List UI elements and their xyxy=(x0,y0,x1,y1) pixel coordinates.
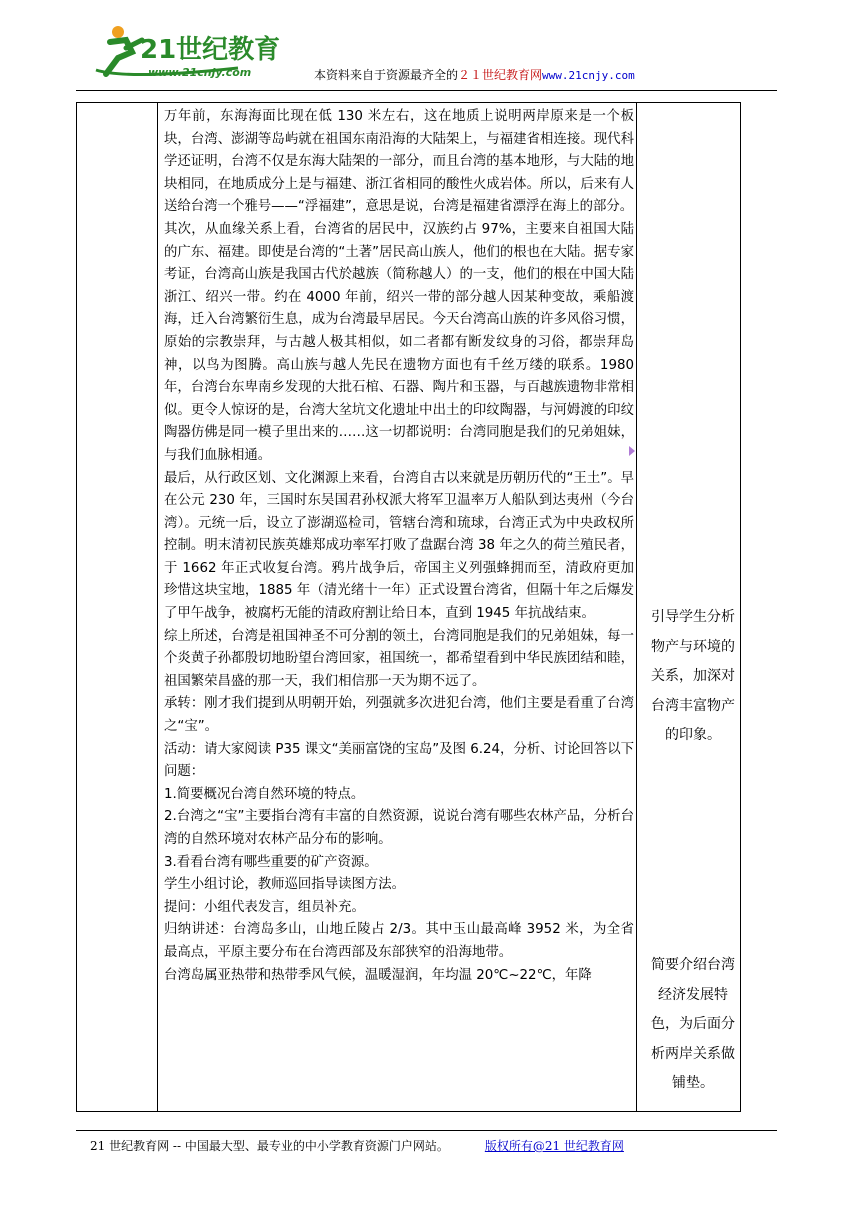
paragraph: 其次，从血缘关系上看，台湾省的居民中，汉族约占 97%，主要来自祖国大陆的广东、福建。即使是台湾的“土著”居民高山族人，他们的根也在大陆。据专家考证，台湾高山族是我国古代於越族（简称越人）的一支，他们的根在中国大陆浙江、绍兴一带。约在 4000 年前，绍兴一带的部分越人因某种变故，乘船渡海，迁入台湾繁衍生息，成为台湾最早居民。今天台湾高山族的许多风俗习惯，原始的宗教崇拜，与古越人极其相似，如二者都有断发纹身的习俗，都崇拜岛神，以鸟为图腾。高山族与越人先民在遗物方面也有千丝万缕的联系。1980 年，台湾台东卑南乡发现的大批石棺、石器、陶片和玉器，与百越族遗物非常相似。更令人惊讶的是，台湾大坌坑文化遗址中出土的印纹陶器，与河姆渡的印纹陶器仿佛是同一模子里出来的……这一切都说明：台湾同胞是我们的兄弟姐妹，与我们血脉相通。 xyxy=(164,221,634,463)
header-divider xyxy=(76,90,777,91)
lesson-content xyxy=(164,106,634,987)
paragraph: 承转：刚才我们提到从明朝开始，列强就多次进犯台湾，他们主要是看重了台湾之“宝”。 xyxy=(164,696,634,735)
footer-text: 21 世纪教育网 -- 中国最大型、最专业的中小学教育资源门户网站。 xyxy=(90,1139,449,1153)
table-column-divider xyxy=(636,103,637,1111)
paragraph: 归纳讲述：台湾岛多山，山地丘陵占 2/3。其中玉山最高峰 3952 米，为全省最高点，平原主要分布在台湾西部及东部狭窄的沿海地带。 xyxy=(164,922,634,960)
site-logo xyxy=(88,18,288,84)
paragraph: 3.看看台湾有哪些重要的矿产资源。 xyxy=(164,854,378,870)
paragraph: 提问：小组代表发言，组员补充。 xyxy=(164,899,365,915)
copyright-link[interactable]: 版权所有@21 世纪教育网 xyxy=(484,1139,624,1153)
teaching-note: 简要介绍台湾经济发展特色，为后面分析两岸关系做铺垫。 xyxy=(651,957,735,1091)
comment-marker-icon[interactable] xyxy=(629,446,635,456)
paragraph: 综上所述，台湾是祖国神圣不可分割的领土，台湾同胞是我们的兄弟姐妹，每一个炎黄子孙都殷切地盼望台湾回家，祖国统一，都希望看到中华民族团结和睦，祖国繁荣昌盛的那一天，我们相信那一天为期不远了。 xyxy=(164,628,634,689)
paragraph: 最后，从行政区划、文化渊源上来看，台湾自古以来就是历朝历代的“王土”。早在公元 230 年，三国时东吴国君孙权派大将军卫温率万人船队到达夷州（今台湾）。元统一后，设立了澎湖巡检司，管辖台湾和琉球，台湾正式为中央政权所控制。明末清初民族英雄郑成功率军打败了盘踞台湾 38 年之久的荷兰殖民者，于 1662 年正式收复台湾。鸦片战争后，帝国主义列强蜂拥而至，清政府更加珍惜这块宝地，1885 年（清光绪十一年）正式设置台湾省，但隔十年之后爆发了甲午战争，被腐朽无能的清政府割让给日本，直到 1945 年抗战结束。 xyxy=(164,470,634,622)
table-column-divider xyxy=(157,103,158,1111)
paragraph: 2.台湾之“宝”主要指台湾有丰富的自然资源，说说台湾有哪些农林产品，分析台湾的自然环境对农林产品分布的影响。 xyxy=(164,809,634,847)
logo-text: 21世纪教育 xyxy=(140,35,281,65)
paragraph: 万年前，东海海面比现在低 130 米左右，这在地质上说明两岸原来是一个板块，台湾、澎湖等岛屿就在祖国东南沿海的大陆架上，与福建省相连接。现代科学还证明，台湾不仅是东海大陆架的一部分，而且台湾的基本地形，与大陆的地块相同，在地质成分上是与福建、浙江省相同的酸性火成岩体。所以，后来有人送给台湾一个雅号——“浮福建”，意思是说，台湾是福建省漂浮在海上的部分。 xyxy=(164,109,634,215)
logo-url: www.21cnjy.com xyxy=(148,66,252,79)
lesson-table xyxy=(76,102,741,1112)
header-note-prefix: 本资料来自于资源最齐全的 xyxy=(314,68,459,82)
page-footer xyxy=(90,1137,624,1154)
paragraph: 台湾岛属亚热带和热带季风气候，温暖湿润，年均温 20℃~22℃，年降 xyxy=(164,967,592,983)
header-url-link[interactable]: www.21cnjy.com xyxy=(542,69,635,82)
paragraph: 1.简要概况台湾自然环境的特点。 xyxy=(164,786,365,802)
teaching-note: 引导学生分析物产与环境的关系，加深对台湾丰富物产的印象。 xyxy=(651,609,735,743)
paragraph: 学生小组讨论，教师巡回指导读图方法。 xyxy=(164,877,406,893)
header-brand-link[interactable]: ２１世纪教育网 xyxy=(458,68,543,82)
header-note xyxy=(314,66,635,83)
footer-divider xyxy=(76,1130,777,1131)
paragraph: 活动：请大家阅读 P35 课文“美丽富饶的宝岛”及图 6.24，分析、讨论回答以下问题： xyxy=(164,741,634,780)
